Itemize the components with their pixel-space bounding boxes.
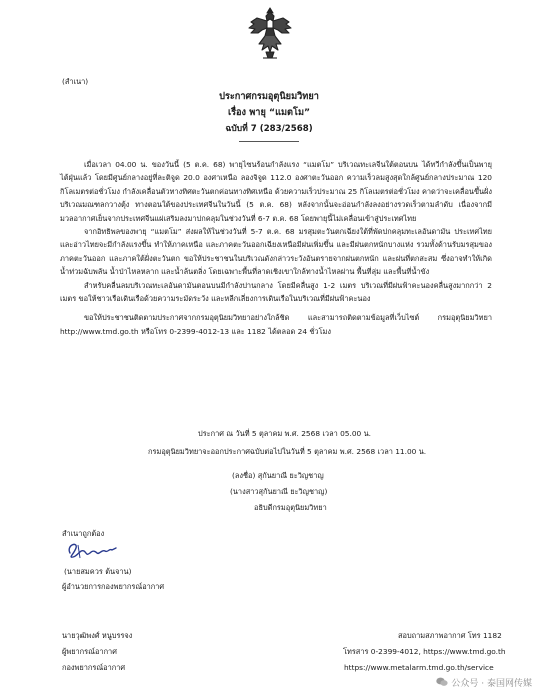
- signatory-name: (นางสาวสุกันยาณี ยะวิญชาญ): [230, 487, 328, 496]
- watermark-text: 公众号 · 泰国网传媒: [451, 679, 532, 689]
- service-url: https://www.metalarm.tmd.go.th/service: [344, 663, 494, 672]
- handwritten-signature: [64, 539, 124, 561]
- paragraph-contact: ขอให้ประชาชนติดตามประกาศจากกรมอุตุนิยมวิทยาอย่างใกล้ชิด และสามารถติดตามข้อมูลที่เว็บไซต์ กรมอุตุนิยมวิทยา http://www.tmd.go.th หรือโทร 0-2399-4012-13 และ 1182 ได้ตลอด 24 ชั่วโมง: [60, 313, 492, 336]
- paragraph-storm-status: เมื่อเวลา 04.00 น. ของวันนี้ (5 ต.ค. 68) พายุไซนร้อนกำลังแรง “แมตโม” บริเวณทะเลจีนใต้ตอนบน ได้ทวีกำลังขึ้นเป็นพายุไต้ฝุ่นแล้ว โดยมีศูนย์กลางอยู่ที่ละติจูด 20.0 องศาเหนือ ลองจิจูด 112.0 องศาตะวันออก ความเร็วลมสูงสุดใกล้ศูนย์กลางประมาณ 120 กิโลเมตรต่อชั่วโมง กำลังเคลื่อนตัวทางทิศตะวันตกค่อนทางทิศเหนือ ด้วยความเร็วประมาณ 25 กิโลเมตรต่อชั่วโมง คาดว่าจะเคลื่อนขึ้นฝั่งบริเวณมณฑลกวางตุ้ง ทางตอนใต้ของประเทศจีนในวันนี้ (5 ต.ค. 68) หลังจากนั้นจะอ่อนกำลังลงอย่างรวดเร็วตามลำดับ เนื่องจากมีมวลอากาศเย็นจากประเทศจีนแผ่เสริมลงมาปกคลุมในช่วงวันที่ 6-7 ต.ค. 68 โดยพายุนี้ไม่เคลื่อนเข้าสู่ประเทศไทย: [60, 160, 492, 223]
- title-divider: [239, 141, 299, 142]
- forecaster-position: ผู้พยากรณ์อากาศ: [62, 647, 117, 656]
- fax-website: โทรสาร 0-2399-4012, https://www.tmd.go.th: [343, 647, 506, 656]
- weather-hotline: สอบถามสภาพอากาศ โทร 1182: [398, 631, 502, 640]
- issue-number: ฉบับที่ 7 (283/2568): [225, 124, 313, 134]
- signatory-title: อธิบดีกรมอุตุนิยมวิทยา: [254, 503, 327, 512]
- copy-note: (สำเนา): [62, 77, 89, 86]
- next-announcement: กรมอุตุนิยมวิทยาจะออกประกาศฉบับต่อไปในวันที่ 5 ตุลาคม พ.ศ. 2568 เวลา 11.00 น.: [148, 447, 427, 456]
- paragraph-rain-impact: จากอิทธิพลของพายุ “แมตโม” ส่งผลให้ในช่วงวันที่ 5-7 ต.ค. 68 มรสุมตะวันตกเฉียงใต้ที่พัดปกคลุมทะเลอันดามัน ประเทศไทย และอ่าวไทยจะมีกำลังแรงขึ้น ทำให้ภาคเหนือ และภาคตะวันออกเฉียงเหนือมีฝนเพิ่มขึ้น และมีฝนตกหนักบางแห่ง รวมทั้งด้านรับมรสุมของภาคตะวันออก และภาคใต้ฝั่งตะวันตก ขอให้ประชาชนในบริเวณดังกล่าวระวังอันตรายจากฝนตกหนัก และฝนที่ตกสะสม ซึ่งอาจทำให้เกิดน้ำท่วมฉับพลัน น้ำป่าไหลหลาก และน้ำล้นตลิ่ง โดยเฉพาะพื้นที่ลาดเชิงเขาใกล้ทางน้ำไหลผ่าน พื้นที่ลุ่ม และพื้นที่น้ำขัง: [60, 227, 492, 277]
- wechat-icon: [436, 677, 448, 687]
- certified-copy-label: สำเนาถูกต้อง: [62, 529, 105, 538]
- paragraph-sea-conditions: สำหรับคลื่นลมบริเวณทะเลอันดามันตอนบนมีกำลังปานกลาง โดยมีคลื่นสูง 1-2 เมตร บริเวณที่มีฝนฟ้าคะนองคลื่นสูงมากกว่า 2 เมตร ขอให้ชาวเรือเดินเรือด้วยความระมัดระวัง และหลีกเลี่ยงการเดินเรือในบริเวณที่มีฝนฟ้าคะนอง: [60, 280, 492, 304]
- forecaster-name: นายวุฒิพงศ์ หนูบรรจง: [62, 631, 133, 640]
- wechat-watermark: [436, 676, 532, 689]
- forecaster-division: กองพยากรณ์อากาศ: [62, 663, 126, 672]
- signed-line: (ลงชื่อ) สุกันยาณี ยะวิญชาญ: [232, 471, 324, 480]
- announcement-subject: เรื่อง พายุ “แมตโม”: [227, 107, 311, 118]
- announcement-body: [60, 158, 492, 338]
- certifier-name: (นายสมควร ต้นจาน): [64, 567, 132, 576]
- certifier-title: ผู้อำนวยการกองพยากรณ์อากาศ: [62, 582, 165, 591]
- org-title: ประกาศกรมอุตุนิยมวิทยา: [219, 91, 319, 102]
- announce-date: ประกาศ ณ วันที่ 5 ตุลาคม พ.ศ. 2568 เวลา 05.00 น.: [198, 429, 372, 438]
- garuda-emblem-icon: [245, 4, 295, 62]
